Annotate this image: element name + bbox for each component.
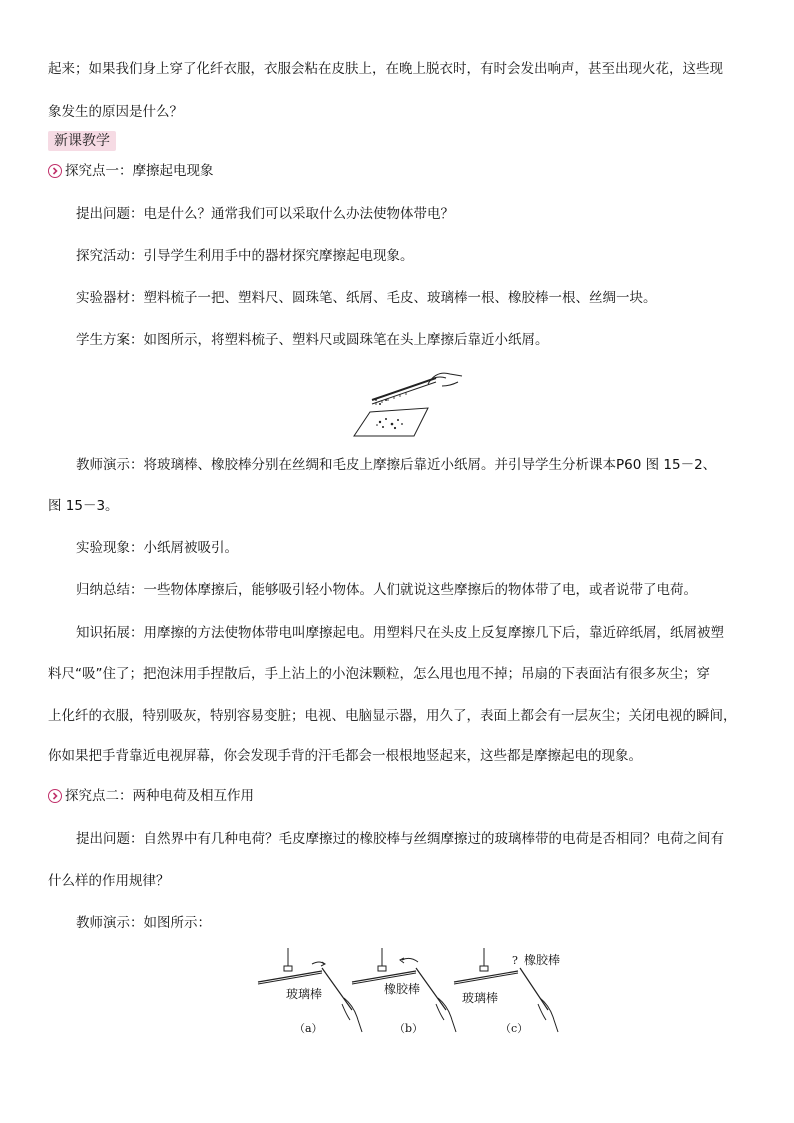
point1-materials: 实验器材：塑料梳子一把、塑料尺、圆珠笔、纸屑、毛皮、玻璃棒一根、橡胶棒一根、丝绸一块。 <box>76 290 657 306</box>
section-tag: 新课教学 <box>48 131 116 151</box>
label-question-mark: ? <box>512 954 518 967</box>
intro-line-2: 象发生的原因是什么？ <box>48 104 183 120</box>
point1-summary: 归纳总结：一些物体摩擦后，能够吸引轻小物体。人们就说这些摩擦后的物体带了电，或者说带了电荷。 <box>76 582 697 598</box>
point1-extension-line-2: 料尺“吸”住了；把泡沫用手捏散后，手上沾上的小泡沫颗粒，怎么甩也甩不掉；吊扇的下表面沾有很多灰尘；穿 <box>48 666 710 682</box>
point1-extension-line-1: 知识拓展：用摩擦的方法使物体带电叫摩擦起电。用塑料尺在头皮上反复摩擦几下后，靠近碎纸屑，纸屑被塑 <box>76 625 724 641</box>
point2-question-line-2: 什么样的作用规律？ <box>48 873 170 889</box>
point1-demo-line-2: 图 15－3。 <box>48 498 119 514</box>
point2-heading <box>48 787 254 805</box>
comb-paper-figure <box>350 364 466 438</box>
caption-a: （a） <box>294 1022 323 1035</box>
caption-b: （b） <box>394 1022 424 1035</box>
point1-extension-line-4: 你如果把手背靠近电视屏幕，你会发现手背的汗毛都会一根根地竖起来，这些都是摩擦起电的现象。 <box>48 748 642 764</box>
intro-line-1: 起来；如果我们身上穿了化纤衣服，衣服会粘在皮肤上，在晚上脱衣时，有时会发出响声，甚至出现火花，这些现 <box>48 61 723 77</box>
point1-plan: 学生方案：如图所示，将塑料梳子、塑料尺或圆珠笔在头上摩擦后靠近小纸屑。 <box>76 332 549 348</box>
chevron-right-icon <box>48 789 62 803</box>
point1-question: 提出问题：电是什么？通常我们可以采取什么办法使物体带电？ <box>76 206 454 222</box>
point1-heading <box>48 162 214 180</box>
point1-phenomenon: 实验现象：小纸屑被吸引。 <box>76 540 238 556</box>
point1-demo-line-1: 教师演示：将玻璃棒、橡胶棒分别在丝绸和毛皮上摩擦后靠近小纸屑。并引导学生分析课本P60 图 15－2、 <box>76 457 717 473</box>
caption-c: （c） <box>500 1022 529 1035</box>
point2-demo: 教师演示：如图所示： <box>76 915 211 931</box>
charge-interaction-figure <box>250 948 570 1040</box>
label-glass-rod-a: 玻璃棒 <box>286 987 323 1001</box>
point1-extension-line-3: 上化纤的衣服，特别吸灰，特别容易变脏；电视、电脑显示器，用久了，表面上都会有一层灰尘；关闭电视的瞬间， <box>48 708 737 724</box>
point1-activity: 探究活动：引导学生利用手中的器材探究摩擦起电现象。 <box>76 248 414 264</box>
label-glass-rod-c: 玻璃棒 <box>462 991 499 1005</box>
point2-title: 探究点二：两种电荷及相互作用 <box>65 788 254 804</box>
label-rubber-rod-c: 橡胶棒 <box>524 953 561 967</box>
point2-question-line-1: 提出问题：自然界中有几种电荷？毛皮摩擦过的橡胶棒与丝绸摩擦过的玻璃棒带的电荷是否相同？电荷之间有 <box>76 831 724 847</box>
chevron-right-icon <box>48 164 62 178</box>
label-rubber-rod-b: 橡胶棒 <box>384 982 421 996</box>
point1-title: 探究点一：摩擦起电现象 <box>65 163 214 179</box>
